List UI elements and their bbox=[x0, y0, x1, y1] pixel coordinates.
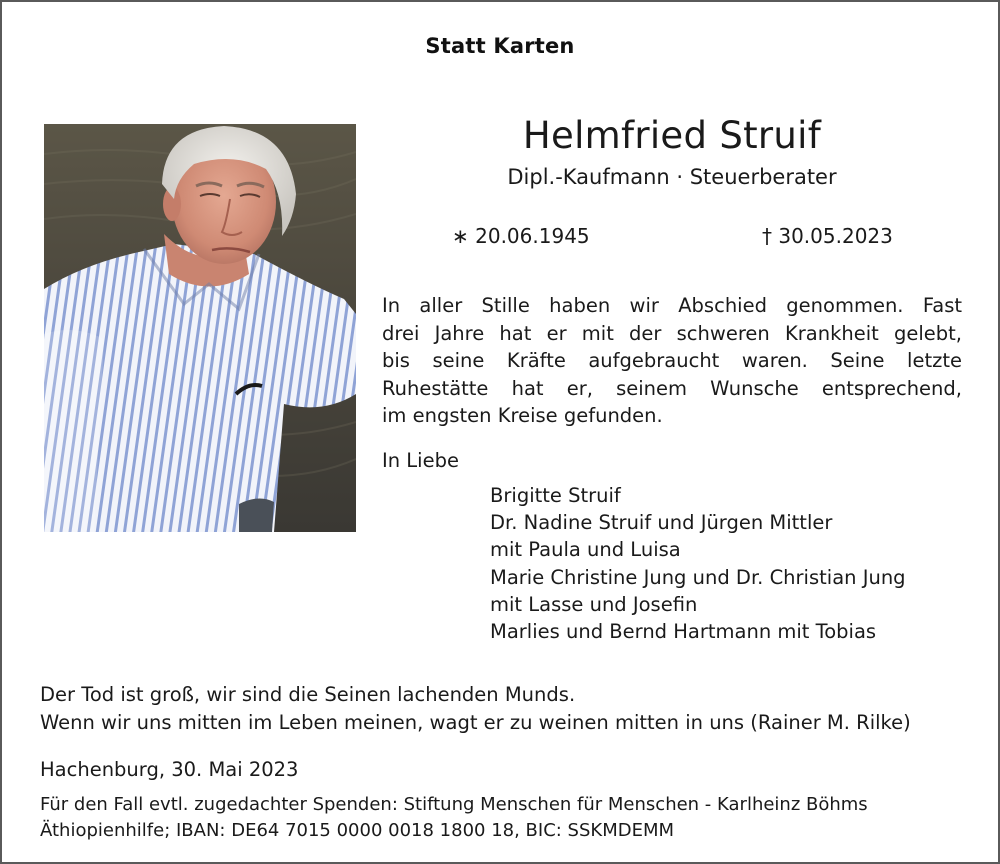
mourner-entry: Marie Christine Jung und Dr. Christian Jung bbox=[490, 565, 906, 589]
deceased-profession: Dipl.-Kaufmann · Steuerberater bbox=[507, 165, 837, 189]
death-date-line bbox=[762, 224, 893, 248]
message-line: bis seine Kräfte aufgebraucht waren. Seine letzte bbox=[382, 349, 962, 372]
quote-line: Der Tod ist groß, wir sind die Seinen lachenden Munds. bbox=[40, 683, 576, 706]
donation-info bbox=[40, 792, 970, 844]
mourners-list bbox=[490, 482, 906, 645]
message-line: Ruhestätte hat er, seinem Wunsche entsprechend, bbox=[382, 376, 962, 400]
donation-line: Äthiopienhilfe; IBAN: DE64 7015 0000 0018 1800 18, BIC: SSKMDEMM bbox=[40, 820, 675, 841]
message-line: drei Jahre hat er mit der schweren Krankheit gelebt, bbox=[382, 321, 962, 345]
mourner-entry: Marlies und Bernd Hartmann mit Tobias bbox=[490, 620, 877, 644]
mourner-entry: mit Lasse und Josefin bbox=[490, 592, 698, 616]
notice-heading: Statt Karten bbox=[425, 34, 575, 58]
mourner-entry: Brigitte Struif bbox=[490, 484, 621, 507]
place-and-date: Hachenburg, 30. Mai 2023 bbox=[40, 758, 299, 781]
death-date: 30.05.2023 bbox=[778, 224, 893, 248]
birth-star-icon: ∗ bbox=[452, 224, 469, 248]
rilke-quote bbox=[40, 681, 970, 736]
farewell-message bbox=[382, 292, 962, 430]
deceased-name: Helmfried Struif bbox=[522, 114, 822, 157]
message-line: In aller Stille haben wir Abschied genommen. Fast bbox=[382, 294, 962, 317]
death-cross-icon: † bbox=[762, 224, 772, 248]
mourner-entry: Dr. Nadine Struif und Jürgen Mittler bbox=[490, 511, 833, 535]
closing-phrase: In Liebe bbox=[382, 449, 459, 472]
birth-date-line bbox=[452, 224, 590, 248]
quote-line: Wenn wir uns mitten im Leben meinen, wagt er zu weinen mitten in uns (Rainer M. Rilke) bbox=[40, 710, 911, 734]
birth-date: 20.06.1945 bbox=[475, 224, 590, 248]
mourner-entry: mit Paula und Luisa bbox=[490, 538, 681, 562]
message-line: im engsten Kreise gefunden. bbox=[382, 404, 663, 427]
portrait-photo bbox=[44, 124, 356, 532]
donation-line: Für den Fall evtl. zugedachter Spenden: Stiftung Menschen für Menschen - Karlheinz Böhms bbox=[40, 794, 868, 815]
